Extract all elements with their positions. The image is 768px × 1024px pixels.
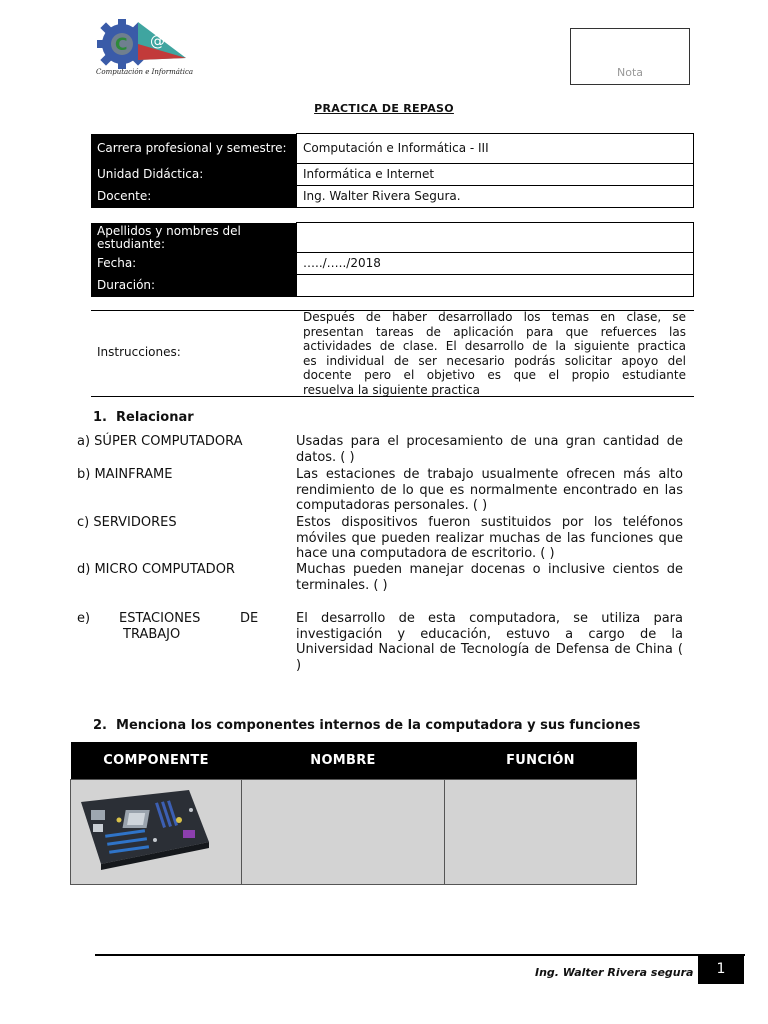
- student-row-name: [91, 223, 694, 253]
- match-term-d: d) MICRO COMPUTADOR: [77, 562, 235, 577]
- info-row-teacher: [91, 186, 694, 208]
- column-header-name: NOMBRE: [242, 742, 445, 780]
- section-2-heading: [93, 718, 640, 733]
- instructions-label: Instrucciones:: [97, 345, 181, 359]
- motherboard-image: [71, 780, 241, 880]
- table-header-row: [71, 742, 637, 780]
- match-definition-5: El desarrollo de esta computadora, se utiliza para investigación y educación, estuvo a cargo de la Universidad Nacional de Tecnología de Defensa de China ( ): [296, 611, 683, 673]
- instructions-line: es individual de ser necesario podrás solicitar apoyo del: [303, 353, 686, 368]
- component-name-cell[interactable]: [242, 780, 445, 885]
- info-label: Carrera profesional y semestre:: [91, 134, 297, 164]
- svg-text:C: C: [115, 35, 128, 55]
- footer-author: Ing. Walter Rivera segura: [535, 966, 694, 979]
- info-label: Docente:: [91, 186, 297, 208]
- grade-label: Nota: [616, 66, 643, 79]
- component-image-cell: [71, 780, 242, 885]
- instructions-line: resuelva la siguiente practica: [303, 382, 480, 397]
- logo-caption: Computación e Informática: [96, 68, 194, 76]
- info-row-career: [91, 134, 694, 164]
- student-row-date: [91, 253, 694, 275]
- match-term-a: a) SÚPER COMPUTADORA: [77, 434, 243, 449]
- info-value: Computación e Informática - III: [297, 134, 694, 164]
- course-info-table: [91, 133, 694, 208]
- column-header-function: FUNCIÓN: [445, 742, 637, 780]
- student-label: Apellidos y nombres del estudiante:: [91, 223, 297, 253]
- info-value: Ing. Walter Rivera Segura.: [297, 186, 694, 208]
- grade-box: [570, 28, 690, 85]
- match-term-b: b) MAINFRAME: [77, 467, 173, 482]
- instructions-line: docente pero el objetivo es que el propio estudiante: [303, 368, 686, 382]
- page-number: 1: [698, 954, 744, 984]
- match-definition-4: Muchas pueden manejar docenas o inclusive cientos de terminales. ( ): [296, 562, 683, 593]
- student-label: Fecha:: [91, 253, 297, 275]
- instructions-line: actividades de clase. El desarrollo de la siguiente practica: [303, 339, 686, 353]
- components-table: [70, 742, 637, 885]
- date-field[interactable]: …../…../2018: [297, 253, 694, 275]
- section-number: 1.: [93, 410, 107, 425]
- section-1-heading: [93, 410, 194, 425]
- student-label: Duración:: [91, 275, 297, 297]
- info-row-unit: [91, 164, 694, 186]
- at-icon: @: [150, 32, 165, 50]
- table-row: [71, 780, 637, 885]
- instructions-line: Después de haber desarrollado los temas en clase, se: [303, 310, 686, 324]
- component-function-cell[interactable]: [445, 780, 637, 885]
- duration-field[interactable]: [297, 275, 694, 297]
- info-label: Unidad Didáctica:: [91, 164, 297, 186]
- page-title: PRACTICA DE REPASO: [314, 102, 454, 115]
- match-definition-2: Las estaciones de trabajo usualmente ofrecen más alto rendimiento de lo que es normalmente encontrado en las computadoras personales. ( ): [296, 467, 683, 513]
- student-row-duration: [91, 275, 694, 297]
- divider: [91, 396, 694, 397]
- footer-divider: [95, 954, 745, 956]
- match-definition-1: Usadas para el procesamiento de una gran cantidad de datos. ( ): [296, 434, 683, 465]
- section-number: 2.: [93, 718, 107, 733]
- match-term-c: c) SERVIDORES: [77, 515, 177, 530]
- match-term-e-word: TRABAJO: [123, 627, 181, 642]
- student-name-field[interactable]: [297, 223, 694, 253]
- instructions-text: [303, 310, 686, 397]
- match-term-e-word: DE: [240, 611, 259, 626]
- section-title: Relacionar: [116, 410, 194, 425]
- student-info-table: [91, 222, 694, 297]
- section-title: Menciona los componentes internos de la computadora y sus funciones: [116, 718, 641, 733]
- match-term-e-letter: e): [77, 611, 91, 626]
- match-term-e-word: ESTACIONES: [119, 611, 201, 626]
- info-value: Informática e Internet: [297, 164, 694, 186]
- instructions-line: presentan tareas de aplicación para que refuerces las: [303, 324, 686, 339]
- match-definition-3: Estos dispositivos fueron sustituidos por los teléfonos móviles que pueden realizar muchas de las funciones que hace una computadora de escritorio. ( ): [296, 515, 683, 561]
- column-header-component: COMPONENTE: [71, 742, 242, 780]
